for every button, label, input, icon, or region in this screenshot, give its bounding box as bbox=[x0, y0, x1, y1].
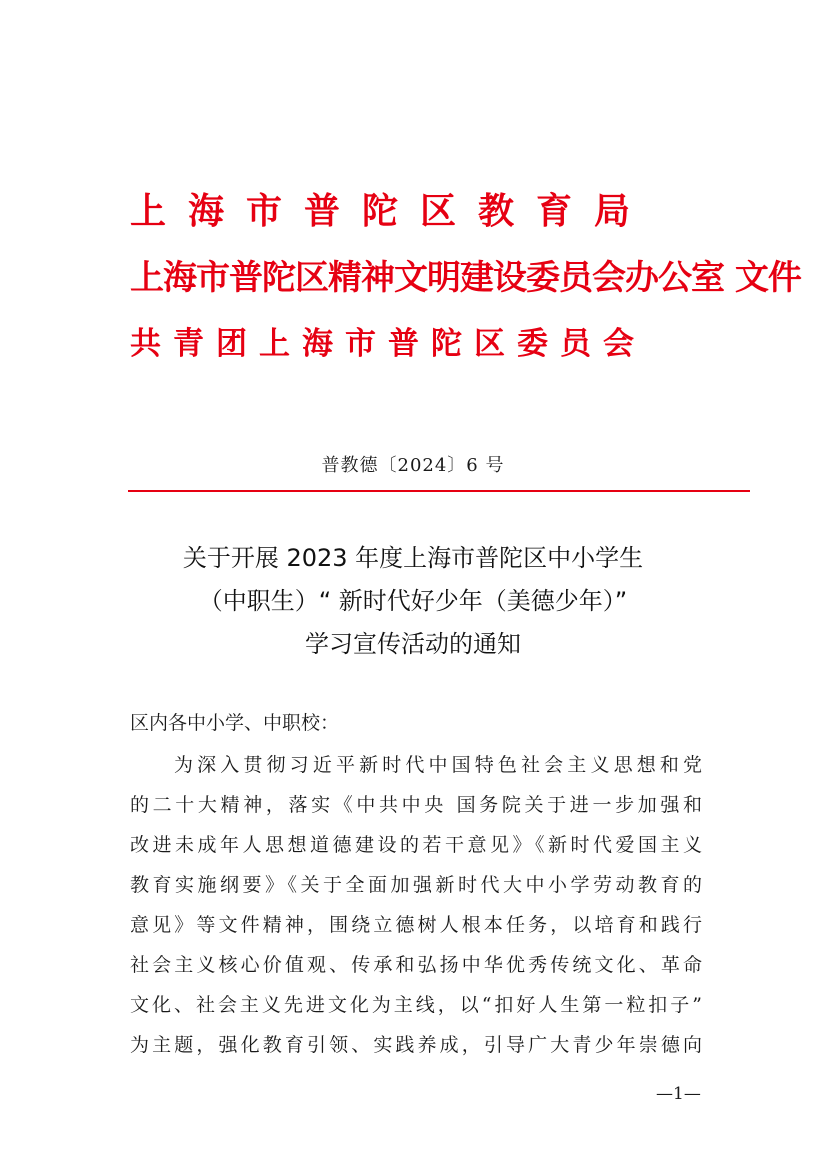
title-line: （中职生）“ 新时代好少年（美德少年）” bbox=[198, 587, 628, 615]
body-line: 意见》等文件精神，围绕立德树人根本任务，以培育和践行 bbox=[130, 914, 702, 936]
body-line: 为主题，强化教育引领、实践养成，引导广大青少年崇德向 bbox=[130, 1034, 702, 1056]
body-line: 社会主义核心价值观、传承和弘扬中华优秀传统文化、革命 bbox=[130, 954, 702, 976]
document-number: 普教德〔2024〕6 号 bbox=[321, 455, 505, 476]
body-line: 的二十大精神，落实《中共中央 国务院关于进一步加强和 bbox=[130, 794, 702, 816]
salutation: 区内各中小学、中职校： bbox=[130, 712, 340, 734]
title-line: 关于开展 2023 年度上海市普陀区中小学生 bbox=[182, 544, 644, 572]
page-number: —1— bbox=[656, 1084, 701, 1104]
body-line: 教育实施纲要》《关于全面加强新时代大中小学劳动教育的 bbox=[130, 874, 702, 896]
body-line: 文化、社会主义先进文化为主线，以“扣好人生第一粒扣子” bbox=[130, 994, 702, 1016]
issuer-education-bureau: 上海市普陀区教育局 bbox=[130, 191, 653, 232]
body-line: 改进未成年人思想道德建设的若干意见》《新时代爱国主义 bbox=[130, 834, 702, 856]
body-line: 为深入贯彻习近平新时代中国特色社会主义思想和党 bbox=[174, 754, 702, 776]
title-line: 学习宣传活动的通知 bbox=[305, 630, 521, 658]
body-paragraph bbox=[130, 745, 702, 1065]
issuer-civilization-office: 上海市普陀区精神文明建设委员会办公室 文件 bbox=[130, 258, 801, 298]
document-title bbox=[100, 537, 726, 666]
red-divider-line bbox=[128, 490, 750, 492]
issuer-youth-league: 共青团上海市普陀区委员会 bbox=[130, 326, 646, 362]
